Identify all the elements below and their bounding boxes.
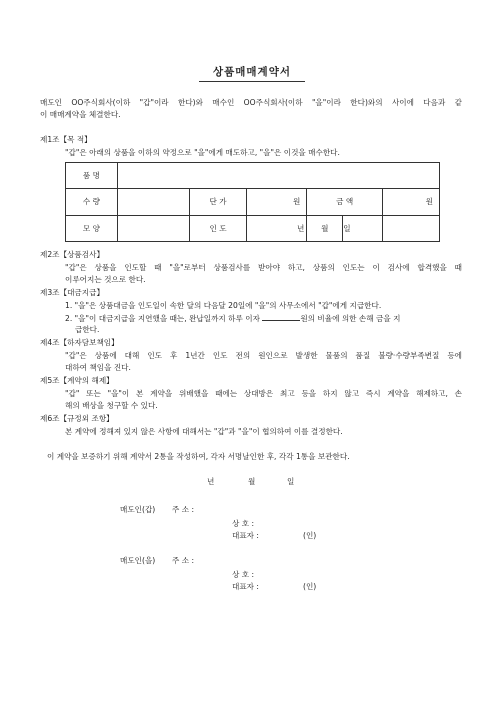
goods-table [65,162,440,242]
article-5-line-2: 해의 배상을 청구할 수 있다. [65,401,158,410]
article-3-item-2-part-a: 2. "을"이 대금지급을 지연했을 때는, 완납일까지 하루 이자 [65,314,260,323]
delivery-label: 인 도 [189,215,247,241]
date-year: 년 [207,477,215,486]
unit-price-won: 원 [247,189,307,215]
date-month: 월 [248,477,256,486]
buyer-address-label: 주 소 : [172,556,195,565]
article-2-line-1: "갑"은 상품을 인도할 때 "을"로부터 상품검사를 받아야 하고, 상품의 인도는 이 검사에 합격했을 때 [65,263,462,272]
amount-label: 금 액 [307,189,383,215]
buyer-company-label: 상 호 : [232,570,255,579]
buyer-seal: (인) [303,582,317,591]
article-1-heading: 제1조【목 적】 [40,135,92,144]
qty-label: 수 량 [66,189,118,215]
amount-won: 원 [383,189,440,215]
article-5-line-1: "갑" 또는 "을"이 본 계약을 위배했을 때에는 상대방은 최고 등을 하지 않고 즉시 계약을 해제하고, 손 [65,389,462,398]
article-3-item-2 [65,313,400,324]
article-2-heading: 제2조【상품검사】 [40,250,105,259]
article-3-heading: 제3조【대금지급】 [40,288,105,297]
closing-text: 이 계약을 보증하기 위해 계약서 2통을 작성하여, 각자 서명날인한 후, 각각 1통을 보관한다. [47,452,350,461]
article-5-heading: 제5조【계약의 해제】 [40,376,114,385]
article-4-line-1: "갑"은 상품에 대해 인도 후 1년간 인도 전의 원인으로 발생한 물품의 품질 불량·수량부족변질 등에 [65,351,462,360]
seller-seal: (인) [303,531,317,540]
delivery-month: 월 [307,215,343,241]
article-6-heading: 제6조【규정외 조항】 [40,414,114,423]
article-3-item-2-part-b: 원의 비율에 의한 손해 금을 지 [300,314,401,323]
model-value [117,215,189,241]
document-title: 상품매매계약서 [0,64,504,82]
buyer-label: 매도인(을) [120,556,156,565]
seller-label: 매도인(갑) [120,505,156,514]
article-3-item-2-cont: 급한다. [75,325,100,334]
seller-company-label: 상 호 : [232,519,255,528]
article-4-heading: 제4조【하자담보책임】 [40,338,119,347]
table-row [66,189,440,215]
delivery-blank [383,215,440,241]
intro-line-1: 매도인 OO주식회사(이하 "갑"이라 한다)와 매수인 OO주식회사(이하 "을"이라 한다)와의 사이에 다음과 같 [40,98,462,107]
item-label: 품 명 [66,163,118,189]
article-1-text: "갑"은 아래의 상품을 이하의 약정으로 "을"에게 매도하고, "을"은 이것을 매수한다. [65,148,340,157]
item-value [117,163,439,189]
buyer-rep-label: 대표자 : [232,582,259,591]
seller-rep-label: 대표자 : [232,531,259,540]
article-6-text: 본 계약에 정해져 있지 않은 사항에 대해서는 "갑"과 "을"이 협의하여 이를 결정한다. [65,427,343,436]
delivery-day: 일 [343,215,383,241]
unit-price-label: 단 가 [189,189,247,215]
intro-line-2: 이 매매계약을 체결한다. [40,110,121,119]
date-day: 일 [287,477,295,486]
delivery-year: 년 [247,215,307,241]
seller-address-label: 주 소 : [172,505,195,514]
model-label: 모 양 [66,215,118,241]
article-4-line-2: 대하여 책임을 진다. [65,363,131,372]
table-row [66,163,440,189]
table-row [66,215,440,241]
article-3-item-1: 1. "을"은 상품대금을 인도일이 속한 달의 다음달 20일에 "을"의 사무소에서 "갑"에게 지급한다. [65,301,382,310]
article-2-line-2: 이루어지는 것으로 한다. [65,275,146,284]
qty-value [117,189,189,215]
interest-blank [262,313,300,321]
